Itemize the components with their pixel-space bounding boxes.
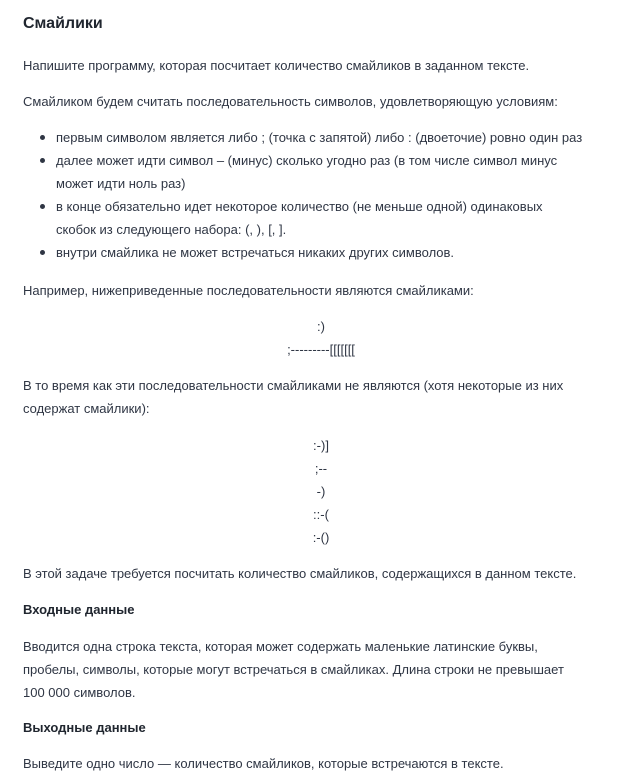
rule-text-continuation: может идти ноль раз) [56, 176, 186, 191]
input-text-line: пробелы, символы, которые могут встречаться в смайликах. Длина строки не превышает [23, 662, 564, 677]
input-text-line: Вводится одна строка текста, которая может содержать маленькие латинские буквы, [23, 639, 538, 654]
rule-item [23, 241, 623, 264]
output-text: Выведите одно число — количество смайликов, которые встречаются в тексте. [23, 756, 504, 771]
counter-intro-line: В то время как эти последовательности смайликами не являются (хотя некоторые из них [23, 378, 564, 393]
example-smiley: :) [317, 319, 325, 334]
non-smiley-example: ;-- [314, 461, 328, 476]
non-smiley-example: :-)] [313, 438, 329, 453]
rule-text-continuation: скобок из следующего набора: (, ), [, ]. [56, 222, 287, 237]
output-heading: Выходные данные [23, 720, 146, 735]
task-paragraph: В этой задаче требуется посчитать количество смайликов, содержащихся в данном тексте. [23, 566, 577, 581]
rule-item [23, 195, 623, 241]
counter-intro-line: содержат смайлики): [23, 401, 150, 416]
non-smiley-example: ::-( [313, 507, 329, 522]
rule-item [23, 126, 623, 149]
input-heading: Входные данные [23, 602, 135, 617]
rule-text: далее может идти символ – (минус) сколько угодно раз (в том числе символ минус [56, 153, 558, 168]
rule-text: первым символом является либо ; (точка с запятой) либо : (двоеточие) ровно один раз [56, 130, 583, 145]
rule-item [23, 149, 623, 195]
input-text-line: 100 000 символов. [23, 685, 136, 700]
page-title: Смайлики [23, 15, 103, 32]
rule-text: в конце обязательно идет некоторое количество (не меньше одной) одинаковых [56, 199, 543, 214]
definition-paragraph: Смайликом будем считать последовательность символов, удовлетворяющую условиям: [23, 94, 558, 109]
non-smiley-example: :-() [312, 530, 330, 545]
rules-list [23, 126, 623, 264]
non-smiley-example: -) [316, 484, 326, 499]
example-intro: Например, нижеприведенные последовательности являются смайликами: [23, 283, 474, 298]
intro-paragraph: Напишите программу, которая посчитает количество смайликов в заданном тексте. [23, 58, 530, 73]
rule-text: внутри смайлика не может встречаться никаких других символов. [56, 245, 455, 260]
example-smiley: ;---------[[[[[[[ [287, 342, 355, 357]
